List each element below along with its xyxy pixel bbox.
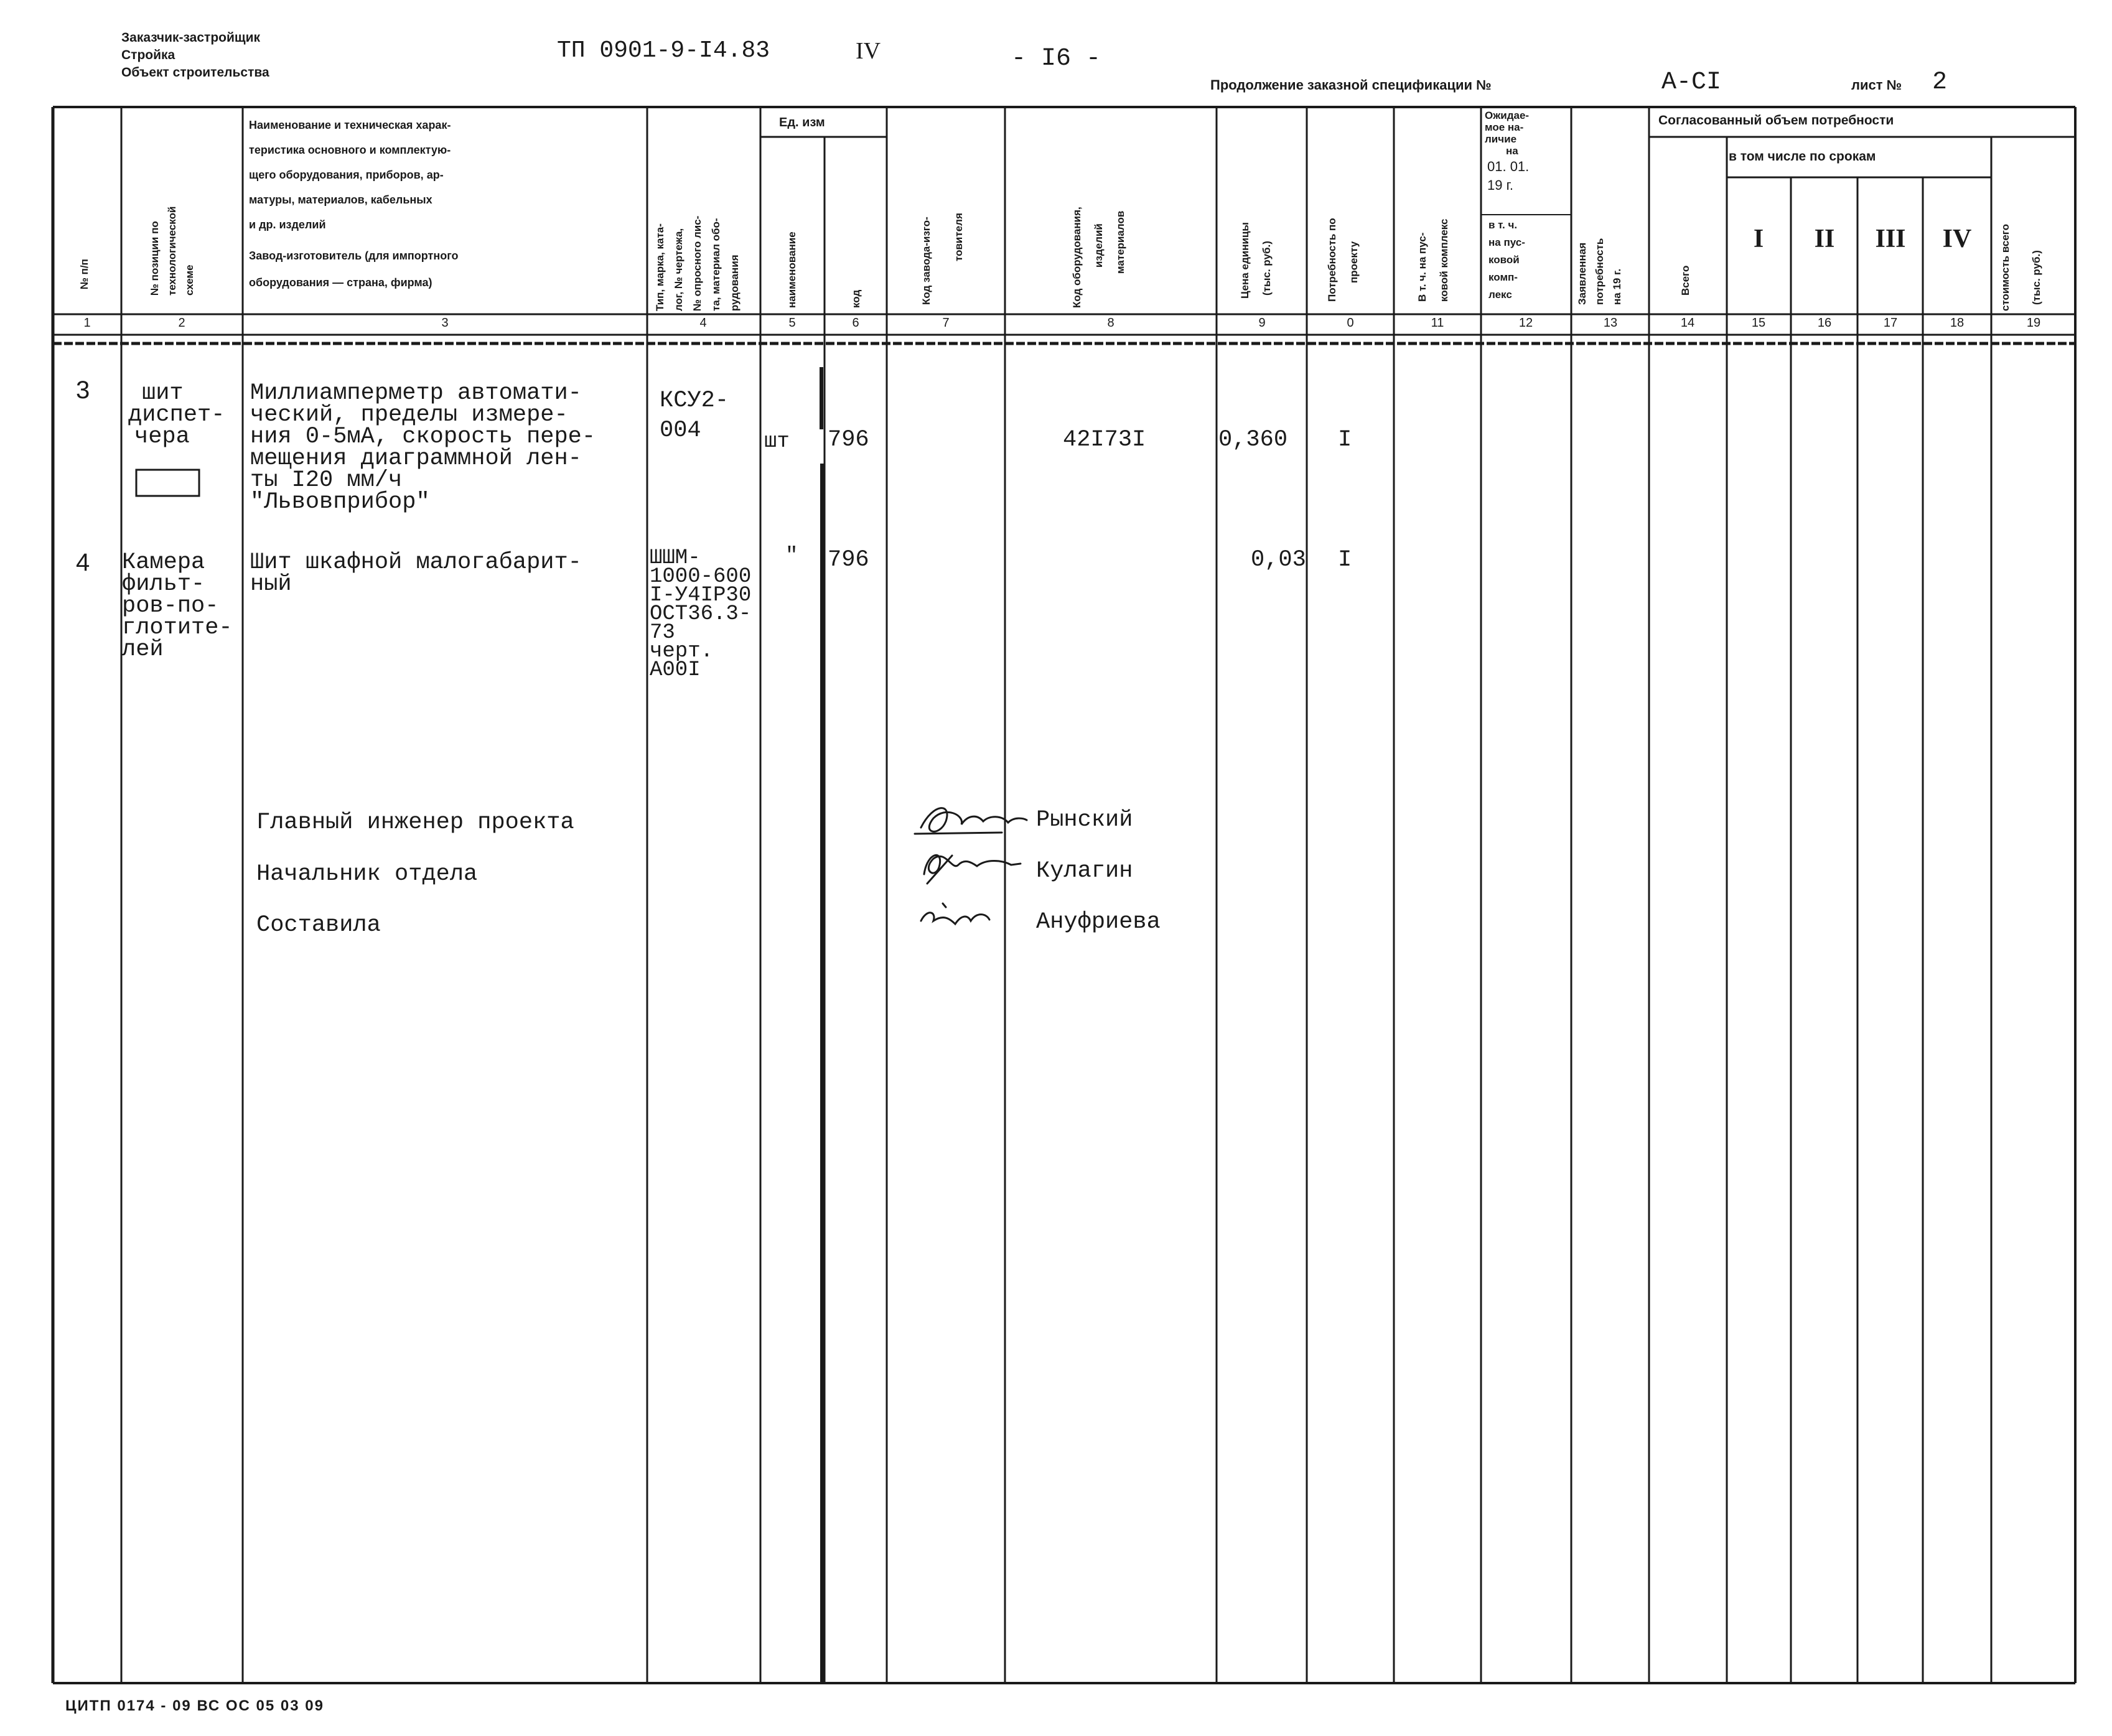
header-launch-2: ковой комплекс [1438, 218, 1450, 302]
header-total: Всего [1680, 265, 1691, 296]
row-name-line: мещения диаграммной лен- [250, 446, 582, 472]
row-position-line: Камера [122, 549, 205, 576]
row-equip-code: 42I73I [1063, 427, 1146, 453]
column-number: 0 [1347, 316, 1354, 330]
column-number: 8 [1107, 316, 1114, 330]
row-position-line: фильт- [122, 571, 205, 597]
header-expected-launch-3: ковой [1488, 254, 1520, 266]
header-need-2: проекту [1348, 241, 1360, 283]
column-number: 1 [83, 316, 91, 330]
header-need-1: Потребность по [1326, 218, 1338, 302]
header-period-group: в том числе по срокам [1729, 149, 1876, 164]
column-number: 6 [852, 316, 859, 330]
header-period-4: IV [1942, 225, 1972, 253]
row-name-line: "Львовприбор" [250, 489, 430, 515]
row-type-line: ОСТ36.3- [650, 602, 752, 626]
row-name-line: ты I20 мм/ч [250, 467, 403, 493]
header-expected-launch-1: в т. ч. [1488, 219, 1518, 231]
column-number: 17 [1883, 316, 1898, 330]
signature-role: Главный инженер проекта [256, 810, 574, 836]
header-declared-3: на 19 г. [1611, 268, 1623, 305]
header-position-2: технологической [166, 206, 178, 296]
header-agreed-group: Согласованный объем потребности [1658, 113, 1894, 128]
header-name-3: щего оборудования, приборов, ар- [249, 169, 444, 181]
signature-name: Кулагин [1036, 858, 1133, 884]
row-unit-code: 796 [828, 547, 869, 573]
row-type-line: 73 [650, 621, 675, 645]
header-unit-name: наименование [786, 231, 798, 308]
header-row-number: № п/п [78, 259, 90, 289]
row-type-line: ШШМ- [650, 546, 701, 570]
column-number: 4 [699, 316, 707, 330]
column-number: 3 [441, 316, 449, 330]
header-expected-3: личие [1485, 133, 1517, 145]
sheet-label: лист № [1851, 77, 1902, 93]
row-type-line: 004 [660, 418, 701, 444]
row-position-line: лей [122, 637, 164, 663]
object-label: Объект строительства [121, 65, 269, 80]
column-number: 14 [1680, 316, 1695, 330]
header-equip-code-1: Код оборудования, [1071, 207, 1083, 308]
row-position-line: ров-по- [122, 593, 219, 619]
row-position-line: глотите- [122, 615, 233, 641]
position-symbol [136, 470, 199, 496]
header-maker-code-1: Код завода-изго- [920, 217, 932, 305]
row-name-line: ный [250, 571, 292, 597]
header-period-1: I [1753, 225, 1764, 253]
header-price-1: Цена единицы [1239, 222, 1251, 299]
spec-number: A-CI [1661, 68, 1722, 96]
header-position-3: схеме [184, 264, 195, 296]
header-expected-launch-5: лекс [1488, 289, 1512, 301]
header-name-4: матуры, материалов, кабельных [249, 194, 432, 206]
column-number: 13 [1603, 316, 1618, 330]
row-name-line: Миллиамперметр автомати- [250, 380, 582, 406]
row-name-line: ния 0-5мА, скорость пере- [250, 424, 596, 450]
row-price: 0,03 [1251, 547, 1306, 573]
row-type-line: КСУ2- [660, 388, 729, 414]
row-position-line: шит [142, 380, 184, 406]
sheet-number: 2 [1932, 68, 1948, 96]
header-expected-5: 01. 01. [1487, 159, 1530, 174]
row-type-line: 1000-600 [650, 565, 752, 589]
column-number: 9 [1258, 316, 1266, 330]
header-period-2: II [1814, 225, 1835, 253]
header-name-7: оборудования — страна, фирма) [249, 276, 432, 289]
header-cost-2: (тыс. руб.) [2030, 250, 2042, 305]
column-number: 19 [2026, 316, 2041, 330]
construction-label: Стройка [121, 48, 175, 62]
column-number: 11 [1431, 316, 1444, 330]
row-name-line: ческий, пределы измере- [250, 402, 568, 428]
row-type-line: черт. [650, 640, 714, 663]
column-number: 2 [178, 316, 185, 330]
header-name-1: Наименование и техническая харак- [249, 119, 451, 131]
header-equip-code-2: изделий [1093, 223, 1105, 268]
row-type-line: I-У4IP30 [650, 584, 752, 607]
row-position-line: чера [134, 424, 190, 450]
header-type-5: рудования [729, 254, 741, 311]
continuation-label: Продолжение заказной спецификации № [1210, 77, 1492, 93]
header-expected-4: на [1506, 145, 1518, 157]
handwritten-signatures [909, 796, 1033, 946]
header-expected-launch-2: на пус- [1488, 236, 1525, 248]
document-code: ТП 0901-9-I4.83 [557, 37, 770, 64]
column-number: 16 [1817, 316, 1832, 330]
column-number: 5 [788, 316, 796, 330]
header-unit-code: код [850, 289, 862, 308]
header-type-3: № опросного лис- [691, 215, 703, 311]
customer-label: Заказчик-застройщик [121, 30, 261, 45]
header-maker-code-2: товителя [953, 213, 965, 261]
row-unit: шт [764, 430, 790, 454]
header-type-4: та, материал обо- [710, 218, 722, 311]
header-unit-group: Ед. изм [779, 116, 825, 129]
column-number: 18 [1950, 316, 1965, 330]
header-position-1: № позиции по [149, 221, 161, 296]
header-expected-2: мое на- [1485, 121, 1524, 133]
header-expected-6: 19 г. [1487, 177, 1514, 193]
header-name-5: и др. изделий [249, 218, 326, 231]
row-name-line: Шит шкафной малогабарит- [250, 549, 582, 576]
signature-role: Составила [256, 912, 381, 938]
header-expected-launch-4: комп- [1488, 271, 1518, 283]
row-unit: " [785, 544, 798, 568]
column-number: 12 [1518, 316, 1533, 330]
header-type-1: Тип, марка, ката- [654, 223, 666, 311]
row-type-line: A00I [650, 658, 701, 682]
album-number: IV [856, 38, 881, 64]
header-period-3: III [1875, 225, 1906, 253]
header-name-2: теристика основного и комплектую- [249, 144, 451, 156]
row-number: 4 [76, 549, 90, 576]
row-need: I [1338, 547, 1352, 573]
header-name-6: Завод-изготовитель (для импортного [249, 250, 459, 262]
signature-name: Рынский [1036, 807, 1133, 833]
header-price-2: (тыс. руб.) [1261, 241, 1273, 296]
header-declared-2: потребность [1594, 238, 1605, 305]
column-number: 7 [942, 316, 950, 330]
header-type-2: лог, № чертежа, [673, 228, 685, 311]
header-equip-code-3: материалов [1114, 210, 1126, 274]
row-need: I [1338, 427, 1352, 453]
header-expected-1: Ожидае- [1485, 110, 1530, 121]
footer-code: ЦИТП 0174 - 09 ВС ОС 05 03 09 [65, 1697, 324, 1714]
header-launch-1: В т. ч. на пус- [1416, 232, 1428, 302]
header-declared-1: Заявленная [1576, 242, 1588, 305]
signature-name: Ануфриева [1036, 909, 1161, 935]
row-unit-code: 796 [828, 427, 869, 453]
row-position-line: диспет- [128, 402, 225, 428]
row-number: 3 [76, 376, 90, 404]
page-number: - I6 - [1011, 45, 1101, 73]
header-cost-1: стоимость всего [1999, 223, 2011, 311]
column-number: 15 [1751, 316, 1766, 330]
signature-role: Начальник отдела [256, 861, 478, 887]
row-price: 0,360 [1218, 427, 1288, 453]
